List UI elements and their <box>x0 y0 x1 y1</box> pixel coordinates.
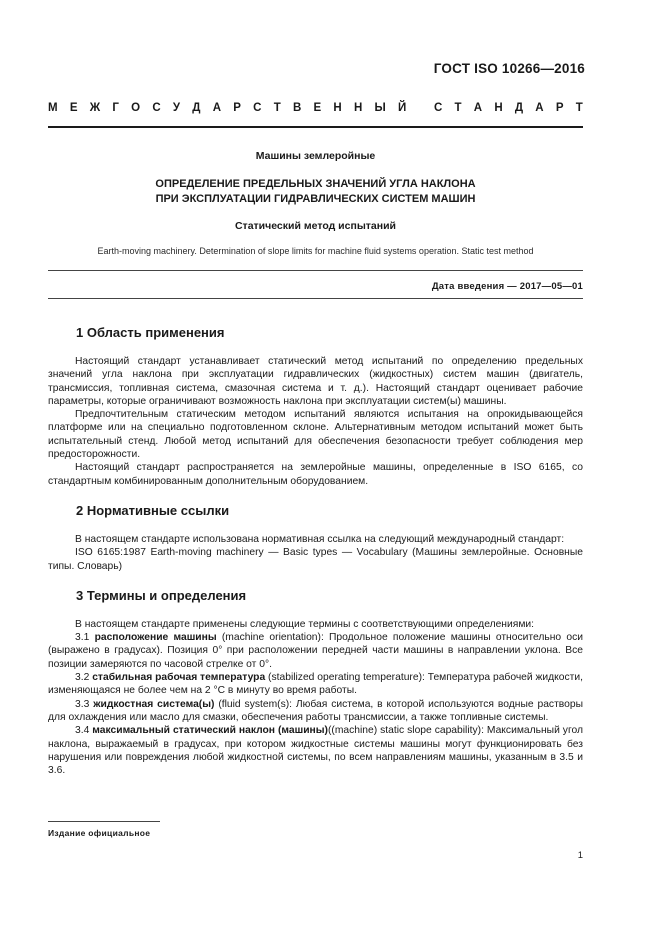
banner-letter: Е <box>313 102 322 114</box>
banner-letter: У <box>172 102 181 114</box>
term-definition <box>48 671 583 698</box>
banner-letter: Р <box>233 102 241 114</box>
title-line-1: ОПРЕДЕЛЕНИЕ ПРЕДЕЛЬНЫХ ЗНАЧЕНИЙ УГЛА НАКЛОНА <box>155 178 476 190</box>
method-subtitle: Статический метод испытаний <box>234 220 397 232</box>
document-body <box>48 325 583 792</box>
paragraph: Предпочтительным статическим методом испытаний являются испытания на опрокидывающейся платформе или на специально подготовленном склоне. Альтернативным методом испытаний может быть испытательный стенд. Любой метод испытаний для обеспечения безопасности требует соблюдения мер предосторожности. <box>48 409 583 461</box>
term-name: максимальный статический наклон (машины) <box>92 725 328 737</box>
header-rule <box>48 126 583 128</box>
term-text: ((machine) static slope capability): Максимальный угол наклона, выражаемый в градусах, при котором жидкостные системы машины могут функционировать без нарушения или повреждения любой жидкостной системы, по всем направлениям машины, указанным в 3.5 и 3.6. <box>48 725 583 777</box>
term-definition <box>48 698 583 725</box>
banner-letter: Н <box>353 102 363 114</box>
section-scope <box>48 325 583 488</box>
term-number: 3.1 <box>75 632 90 644</box>
term-number: 3.2 <box>75 672 90 684</box>
banner-letter: Т <box>273 102 281 114</box>
divider-bottom <box>48 298 583 299</box>
introduction-date: Дата введения — 2017—05—01 <box>431 281 583 292</box>
paragraph: В настоящем стандарте применены следующие термины с соответствующими определениями: <box>75 618 535 630</box>
title-line-2: ПРИ ЭКСПЛУАТАЦИИ ГИДРАВЛИЧЕСКИХ СИСТЕМ МАШИН <box>155 193 476 205</box>
term-text: (fluid system(s): Любая система, в которой используются водные растворы для охлаждения или масло для смазки, обеспечения работы трансмиссии, а также топливные системы. <box>48 698 583 723</box>
term-name: расположение машины <box>94 632 217 644</box>
banner-letter: А <box>212 102 222 114</box>
term-number: 3.4 <box>75 725 90 737</box>
footer-rule <box>48 821 160 822</box>
banner-letter: А <box>535 102 544 114</box>
banner-letter: Е <box>69 102 78 114</box>
banner-letter: С <box>433 102 443 114</box>
banner-letter: О <box>131 102 141 114</box>
banner-letter: Ж <box>89 102 101 114</box>
banner-letter: Т <box>575 102 583 114</box>
term-definition <box>48 724 583 777</box>
term-name: жидкостная система(ы) <box>93 698 215 710</box>
banner-letter: С <box>253 102 262 114</box>
banner-letter: Ы <box>374 102 386 114</box>
banner-letter: Г <box>112 102 119 114</box>
document-title <box>48 177 583 207</box>
banner-letter: С <box>152 102 161 114</box>
document-code: ГОСТ ISO 10266—2016 <box>433 61 585 76</box>
banner-letter: Д <box>514 102 524 114</box>
official-edition-label: Издание официальное <box>48 828 151 838</box>
english-title: Earth-moving machinery. Determination of slope limits for machine fluid systems operation. Static test method <box>97 246 534 256</box>
interstate-standard-banner <box>48 102 583 114</box>
page-number: 1 <box>577 850 583 861</box>
banner-letter: А <box>473 102 483 114</box>
term-number: 3.3 <box>75 698 90 710</box>
section-normative-references <box>48 503 583 573</box>
divider-top <box>48 270 583 271</box>
banner-letter: Р <box>555 102 564 114</box>
term-text: (machine orientation): Продольное положение машины относительно оси (выражено в градусах). Позиция 0° при расположении передней части машины в направлении уклона. Все позиции замеряются по часовой стрелке от 0°. <box>48 632 583 670</box>
banner-letter: В <box>292 102 302 114</box>
banner-letter: Т <box>454 102 462 114</box>
banner-letter: Д <box>192 102 201 114</box>
section-terms-definitions <box>48 588 583 778</box>
term-name: стабильная рабочая температура <box>92 672 266 684</box>
banner-letter <box>419 102 422 114</box>
banner-letter: Н <box>333 102 342 114</box>
section-heading: 1 Область применения <box>76 325 225 340</box>
term-text: (stabilized operating temperature): Температура рабочей жидкости, изменяющаяся не более чем на 2 °С в минуту во время работы. <box>48 672 583 697</box>
banner-letter: М <box>48 102 58 114</box>
paragraph: Настоящий стандарт устанавливает статический метод испытаний по определению предельных значений угла наклона при эксплуатации гидравлических (жидкостных) систем машин (двигатель, трансмиссия, топливная система, смазочная система и т. д.). Настоящий стандарт оценивает рабочие параметры, которые ограничивают возможность наклона при эксплуатации систем(ы) машины. <box>48 356 583 407</box>
banner-letter: Й <box>398 102 407 114</box>
paragraph: Настоящий стандарт распространяется на землеройные машины, определенные в ISO 6165, со стандартным комбинированным дополнительным оборудованием. <box>48 462 583 487</box>
paragraph: В настоящем стандарте использована нормативная ссылка на следующий международный стандарт: <box>75 533 565 545</box>
subject-line: Машины землеройные <box>255 150 376 162</box>
section-heading: 3 Термины и определения <box>76 587 247 603</box>
term-definition <box>48 631 583 671</box>
section-heading: 2 Нормативные ссылки <box>76 502 230 518</box>
banner-letter: Н <box>494 102 503 114</box>
paragraph: ISO 6165:1987 Earth-moving machinery — Basic types — Vocabulary (Машины землеройные. Основные типы. Словарь) <box>48 547 583 572</box>
